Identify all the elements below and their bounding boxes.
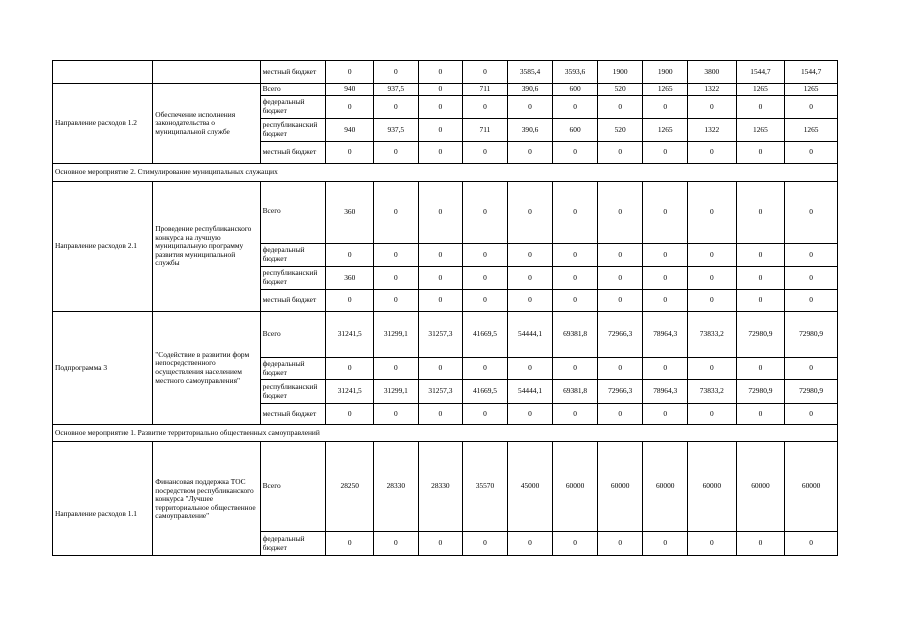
value-cell: 31257,3 bbox=[418, 312, 463, 358]
value-cell: 0 bbox=[374, 61, 419, 84]
budget-table-body bbox=[53, 61, 838, 556]
value-cell: 72980,9 bbox=[736, 380, 785, 404]
value-cell: 1900 bbox=[597, 61, 643, 84]
value-cell: 0 bbox=[597, 358, 643, 380]
value-cell: 0 bbox=[374, 244, 419, 267]
funding-source-cell: местный бюджет bbox=[260, 142, 326, 164]
value-cell: 0 bbox=[597, 182, 643, 244]
value-cell: 1265 bbox=[736, 119, 785, 142]
description-cell: "Содействие в развитии форм непосредственного осуществления населением местного самоуправления" bbox=[153, 312, 260, 425]
value-cell: 0 bbox=[326, 96, 374, 119]
value-cell: 0 bbox=[418, 182, 463, 244]
value-cell: 0 bbox=[507, 96, 553, 119]
direction-cell: Подпрограмма 3 bbox=[53, 312, 153, 425]
value-cell: 0 bbox=[463, 290, 508, 312]
value-cell: 69381,8 bbox=[553, 312, 598, 358]
funding-source-cell: федеральный бюджет bbox=[260, 532, 326, 556]
value-cell: 360 bbox=[326, 182, 374, 244]
value-cell: 72980,9 bbox=[785, 312, 838, 358]
value-cell: 72980,9 bbox=[736, 312, 785, 358]
value-cell: 0 bbox=[785, 96, 838, 119]
value-cell: 72980,9 bbox=[785, 380, 838, 404]
value-cell: 1265 bbox=[736, 84, 785, 96]
value-cell: 0 bbox=[507, 404, 553, 425]
value-cell: 0 bbox=[643, 142, 688, 164]
value-cell: 0 bbox=[326, 404, 374, 425]
value-cell: 0 bbox=[785, 358, 838, 380]
value-cell: 0 bbox=[785, 290, 838, 312]
budget-table-page bbox=[52, 60, 838, 566]
value-cell: 0 bbox=[326, 532, 374, 556]
value-cell: 35570 bbox=[463, 442, 508, 532]
value-cell: 0 bbox=[374, 404, 419, 425]
value-cell: 0 bbox=[374, 290, 419, 312]
value-cell: 0 bbox=[597, 267, 643, 290]
value-cell: 0 bbox=[785, 267, 838, 290]
table-row bbox=[53, 312, 838, 358]
table-row bbox=[53, 84, 838, 96]
value-cell: 0 bbox=[418, 61, 463, 84]
table-row bbox=[53, 61, 838, 84]
value-cell: 3593,6 bbox=[553, 61, 598, 84]
value-cell: 0 bbox=[688, 404, 737, 425]
value-cell: 0 bbox=[736, 182, 785, 244]
funding-source-cell: Всего bbox=[260, 84, 326, 96]
value-cell: 520 bbox=[597, 84, 643, 96]
empty-cell bbox=[153, 61, 260, 84]
value-cell: 0 bbox=[463, 96, 508, 119]
value-cell: 711 bbox=[463, 84, 508, 96]
value-cell: 0 bbox=[688, 532, 737, 556]
value-cell: 0 bbox=[418, 358, 463, 380]
value-cell: 0 bbox=[553, 267, 598, 290]
value-cell: 0 bbox=[688, 244, 737, 267]
value-cell: 0 bbox=[418, 532, 463, 556]
value-cell: 60000 bbox=[643, 442, 688, 532]
value-cell: 54444,1 bbox=[507, 312, 553, 358]
value-cell: 0 bbox=[507, 182, 553, 244]
value-cell: 31299,1 bbox=[374, 380, 419, 404]
value-cell: 3800 bbox=[688, 61, 737, 84]
value-cell: 940 bbox=[326, 84, 374, 96]
value-cell: 72966,3 bbox=[597, 312, 643, 358]
value-cell: 1900 bbox=[643, 61, 688, 84]
value-cell: 0 bbox=[785, 142, 838, 164]
value-cell: 0 bbox=[553, 96, 598, 119]
value-cell: 0 bbox=[326, 142, 374, 164]
value-cell: 0 bbox=[418, 290, 463, 312]
value-cell: 0 bbox=[507, 290, 553, 312]
value-cell: 0 bbox=[597, 244, 643, 267]
budget-table bbox=[52, 60, 838, 556]
funding-source-cell: республиканский бюджет bbox=[260, 380, 326, 404]
value-cell: 0 bbox=[643, 290, 688, 312]
value-cell: 72966,3 bbox=[597, 380, 643, 404]
value-cell: 0 bbox=[553, 244, 598, 267]
section-heading: Основное мероприятие 2. Стимулирование муниципальных служащих bbox=[53, 164, 838, 182]
value-cell: 28330 bbox=[418, 442, 463, 532]
value-cell: 0 bbox=[463, 182, 508, 244]
value-cell: 0 bbox=[643, 267, 688, 290]
value-cell: 0 bbox=[736, 290, 785, 312]
value-cell: 0 bbox=[736, 244, 785, 267]
value-cell: 1265 bbox=[643, 119, 688, 142]
value-cell: 0 bbox=[688, 182, 737, 244]
value-cell: 0 bbox=[374, 142, 419, 164]
value-cell: 28250 bbox=[326, 442, 374, 532]
value-cell: 0 bbox=[418, 96, 463, 119]
value-cell: 0 bbox=[643, 532, 688, 556]
value-cell: 60000 bbox=[736, 442, 785, 532]
value-cell: 0 bbox=[597, 142, 643, 164]
value-cell: 1322 bbox=[688, 84, 737, 96]
value-cell: 60000 bbox=[553, 442, 598, 532]
value-cell: 0 bbox=[418, 142, 463, 164]
value-cell: 0 bbox=[553, 290, 598, 312]
value-cell: 600 bbox=[553, 119, 598, 142]
value-cell: 60000 bbox=[597, 442, 643, 532]
value-cell: 0 bbox=[553, 182, 598, 244]
value-cell: 0 bbox=[736, 358, 785, 380]
funding-source-cell: республиканский бюджет bbox=[260, 267, 326, 290]
value-cell: 360 bbox=[326, 267, 374, 290]
value-cell: 0 bbox=[418, 267, 463, 290]
value-cell: 41669,5 bbox=[463, 380, 508, 404]
value-cell: 0 bbox=[374, 358, 419, 380]
value-cell: 0 bbox=[463, 404, 508, 425]
value-cell: 0 bbox=[463, 267, 508, 290]
value-cell: 0 bbox=[553, 532, 598, 556]
value-cell: 0 bbox=[507, 267, 553, 290]
value-cell: 73833,2 bbox=[688, 380, 737, 404]
value-cell: 1265 bbox=[643, 84, 688, 96]
value-cell: 0 bbox=[643, 244, 688, 267]
value-cell: 0 bbox=[374, 182, 419, 244]
value-cell: 0 bbox=[643, 404, 688, 425]
section-heading: Основное мероприятие 1. Развитие территориально общественных самоуправлений bbox=[53, 425, 838, 442]
value-cell: 0 bbox=[688, 267, 737, 290]
value-cell: 1265 bbox=[785, 119, 838, 142]
value-cell: 0 bbox=[736, 267, 785, 290]
value-cell: 73833,2 bbox=[688, 312, 737, 358]
table-row bbox=[53, 164, 838, 182]
value-cell: 78964,3 bbox=[643, 312, 688, 358]
value-cell: 0 bbox=[643, 358, 688, 380]
value-cell: 78964,3 bbox=[643, 380, 688, 404]
value-cell: 1265 bbox=[785, 84, 838, 96]
direction-cell: Направление расходов 1.1 bbox=[53, 442, 153, 556]
funding-source-cell: местный бюджет bbox=[260, 404, 326, 425]
funding-source-cell: федеральный бюджет bbox=[260, 96, 326, 119]
value-cell: 0 bbox=[507, 142, 553, 164]
value-cell: 390,6 bbox=[507, 119, 553, 142]
value-cell: 60000 bbox=[688, 442, 737, 532]
funding-source-cell: местный бюджет bbox=[260, 61, 326, 84]
value-cell: 0 bbox=[736, 404, 785, 425]
value-cell: 0 bbox=[736, 142, 785, 164]
value-cell: 1322 bbox=[688, 119, 737, 142]
table-row bbox=[53, 425, 838, 442]
value-cell: 0 bbox=[463, 358, 508, 380]
funding-source-cell: местный бюджет bbox=[260, 290, 326, 312]
value-cell: 1544,7 bbox=[736, 61, 785, 84]
description-cell: Проведение республиканского конкурса на лучшую муниципальную программу развития муниципальной службы bbox=[153, 182, 260, 312]
value-cell: 0 bbox=[326, 358, 374, 380]
value-cell: 45000 bbox=[507, 442, 553, 532]
value-cell: 41669,5 bbox=[463, 312, 508, 358]
value-cell: 0 bbox=[418, 84, 463, 96]
value-cell: 31241,5 bbox=[326, 312, 374, 358]
value-cell: 0 bbox=[597, 96, 643, 119]
value-cell: 1544,7 bbox=[785, 61, 838, 84]
value-cell: 600 bbox=[553, 84, 598, 96]
value-cell: 520 bbox=[597, 119, 643, 142]
value-cell: 0 bbox=[326, 290, 374, 312]
value-cell: 28330 bbox=[374, 442, 419, 532]
value-cell: 0 bbox=[688, 142, 737, 164]
value-cell: 0 bbox=[688, 96, 737, 119]
value-cell: 0 bbox=[463, 61, 508, 84]
description-cell: Финансовая поддержка ТОС посредством республиканского конкурса "Лучшее территориальное общественное самоуправление" bbox=[153, 442, 260, 556]
table-row bbox=[53, 442, 838, 532]
value-cell: 0 bbox=[326, 61, 374, 84]
value-cell: 0 bbox=[736, 96, 785, 119]
value-cell: 0 bbox=[326, 244, 374, 267]
funding-source-cell: федеральный бюджет bbox=[260, 358, 326, 380]
value-cell: 0 bbox=[553, 404, 598, 425]
empty-cell bbox=[53, 61, 153, 84]
description-cell: Обеспечение исполнения законодательства о муниципальной службе bbox=[153, 84, 260, 164]
value-cell: 0 bbox=[374, 96, 419, 119]
value-cell: 0 bbox=[463, 142, 508, 164]
value-cell: 0 bbox=[643, 182, 688, 244]
value-cell: 0 bbox=[785, 532, 838, 556]
value-cell: 0 bbox=[507, 358, 553, 380]
value-cell: 937,5 bbox=[374, 84, 419, 96]
value-cell: 0 bbox=[688, 358, 737, 380]
value-cell: 0 bbox=[688, 290, 737, 312]
value-cell: 0 bbox=[597, 404, 643, 425]
value-cell: 0 bbox=[418, 404, 463, 425]
value-cell: 940 bbox=[326, 119, 374, 142]
table-row bbox=[53, 182, 838, 244]
funding-source-cell: Всего bbox=[260, 312, 326, 358]
value-cell: 0 bbox=[507, 244, 553, 267]
value-cell: 54444,1 bbox=[507, 380, 553, 404]
value-cell: 0 bbox=[736, 532, 785, 556]
value-cell: 0 bbox=[418, 244, 463, 267]
value-cell: 0 bbox=[785, 182, 838, 244]
value-cell: 0 bbox=[597, 290, 643, 312]
value-cell: 0 bbox=[374, 267, 419, 290]
value-cell: 937,5 bbox=[374, 119, 419, 142]
value-cell: 0 bbox=[785, 404, 838, 425]
funding-source-cell: Всего bbox=[260, 442, 326, 532]
value-cell: 390,6 bbox=[507, 84, 553, 96]
value-cell: 3585,4 bbox=[507, 61, 553, 84]
value-cell: 31299,1 bbox=[374, 312, 419, 358]
value-cell: 0 bbox=[418, 119, 463, 142]
direction-cell: Направление расходов 2.1 bbox=[53, 182, 153, 312]
value-cell: 0 bbox=[597, 532, 643, 556]
value-cell: 0 bbox=[643, 96, 688, 119]
value-cell: 60000 bbox=[785, 442, 838, 532]
funding-source-cell: республиканский бюджет bbox=[260, 119, 326, 142]
value-cell: 69381,8 bbox=[553, 380, 598, 404]
value-cell: 0 bbox=[374, 532, 419, 556]
value-cell: 0 bbox=[785, 244, 838, 267]
funding-source-cell: федеральный бюджет bbox=[260, 244, 326, 267]
value-cell: 711 bbox=[463, 119, 508, 142]
value-cell: 0 bbox=[463, 532, 508, 556]
value-cell: 0 bbox=[553, 142, 598, 164]
value-cell: 0 bbox=[463, 244, 508, 267]
value-cell: 0 bbox=[553, 358, 598, 380]
value-cell: 31241,5 bbox=[326, 380, 374, 404]
direction-cell: Направление расходов 1.2 bbox=[53, 84, 153, 164]
funding-source-cell: Всего bbox=[260, 182, 326, 244]
value-cell: 31257,3 bbox=[418, 380, 463, 404]
value-cell: 0 bbox=[507, 532, 553, 556]
